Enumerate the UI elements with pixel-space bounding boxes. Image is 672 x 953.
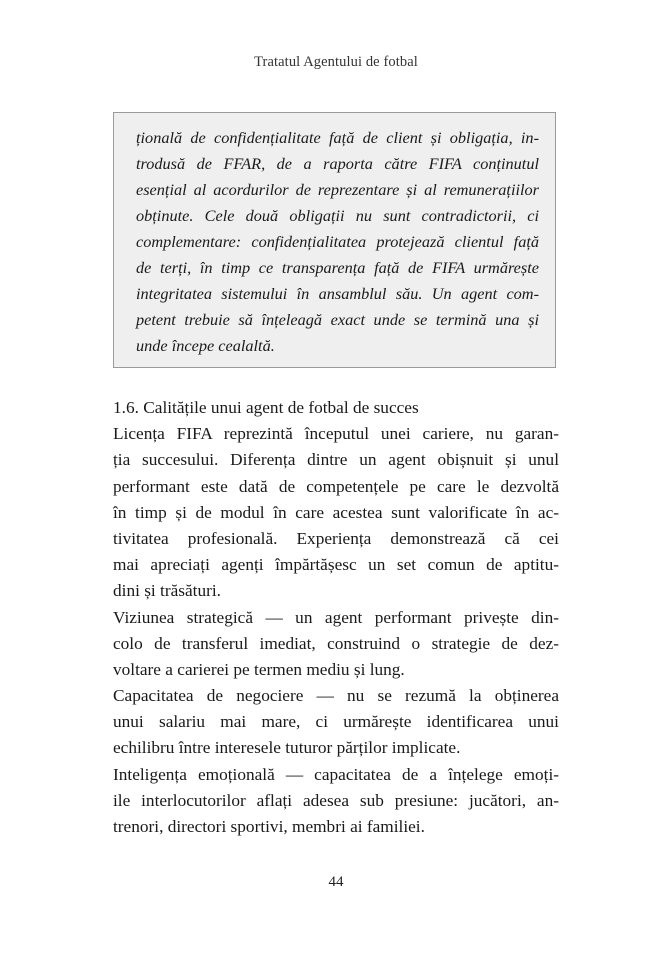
intro-line: în timp și de modul în care acestea sunt valorificate în ac- xyxy=(113,502,559,522)
negotiation-line: echilibru între interesele tuturor părților implicate. xyxy=(113,738,461,758)
emotional-line: Inteligența emoțională — capacitatea de a înțelege emoți- xyxy=(113,764,559,784)
note-line: esențial al acordurilor de reprezentare și al remunerațiilor xyxy=(136,180,539,199)
body-text xyxy=(113,395,559,840)
intro-line: Licența FIFA reprezintă începutul unei cariere, nu garan- xyxy=(113,424,559,444)
note-line: țională de confidențialitate față de client și obligația, in- xyxy=(136,128,539,147)
note-line: de terți, în timp ce transparența față de FIFA urmărește xyxy=(136,258,539,277)
running-header: Tratatul Agentului de fotbal xyxy=(254,54,418,70)
note-line: unde începe cealaltă. xyxy=(136,336,275,355)
vision-line: voltare a carierei pe termen mediu și lung. xyxy=(113,659,405,679)
page-number: 44 xyxy=(328,874,344,890)
note-line: trodusă de FFAR, de a raporta către FIFA conținutul xyxy=(136,154,539,173)
negotiation-line: unui salariu mai mare, ci urmărește identificarea unui xyxy=(113,712,559,732)
section-heading: 1.6. Calitățile unui agent de fotbal de succes xyxy=(113,398,419,417)
vision-line: Viziunea strategică — un agent performant privește din- xyxy=(113,607,559,627)
intro-line: performant este dată de competențele pe care le dezvoltă xyxy=(113,476,559,496)
emotional-line: ile interlocutorilor aflați adesea sub presiune: jucători, an- xyxy=(113,790,559,810)
note-line: complementare: confidențialitatea protejează clientul față xyxy=(136,232,539,251)
note-line: integritatea sistemului în ansamblul său. Un agent com- xyxy=(136,284,539,303)
vision-line: colo de transferul imediat, construind o strategie de dez- xyxy=(113,633,559,653)
note-line: petent trebuie să înțeleagă exact unde se termină una și xyxy=(136,310,539,329)
note-line: obținute. Cele două obligații nu sunt contradictorii, ci xyxy=(136,206,539,225)
intro-line: dini și trăsături. xyxy=(113,581,221,601)
emotional-line: trenori, directori sportivi, membri ai familiei. xyxy=(113,817,425,836)
intro-line: mai apreciați agenți împărtășesc un set comun de aptitu- xyxy=(113,555,559,575)
negotiation-line: Capacitatea de negociere — nu se rezumă la obținerea xyxy=(113,686,559,706)
boxed-note xyxy=(113,112,556,368)
intro-line: ția succesului. Diferența dintre un agent obișnuit și unul xyxy=(113,450,559,470)
intro-line: tivitatea profesională. Experiența demonstrează că cei xyxy=(113,528,559,548)
